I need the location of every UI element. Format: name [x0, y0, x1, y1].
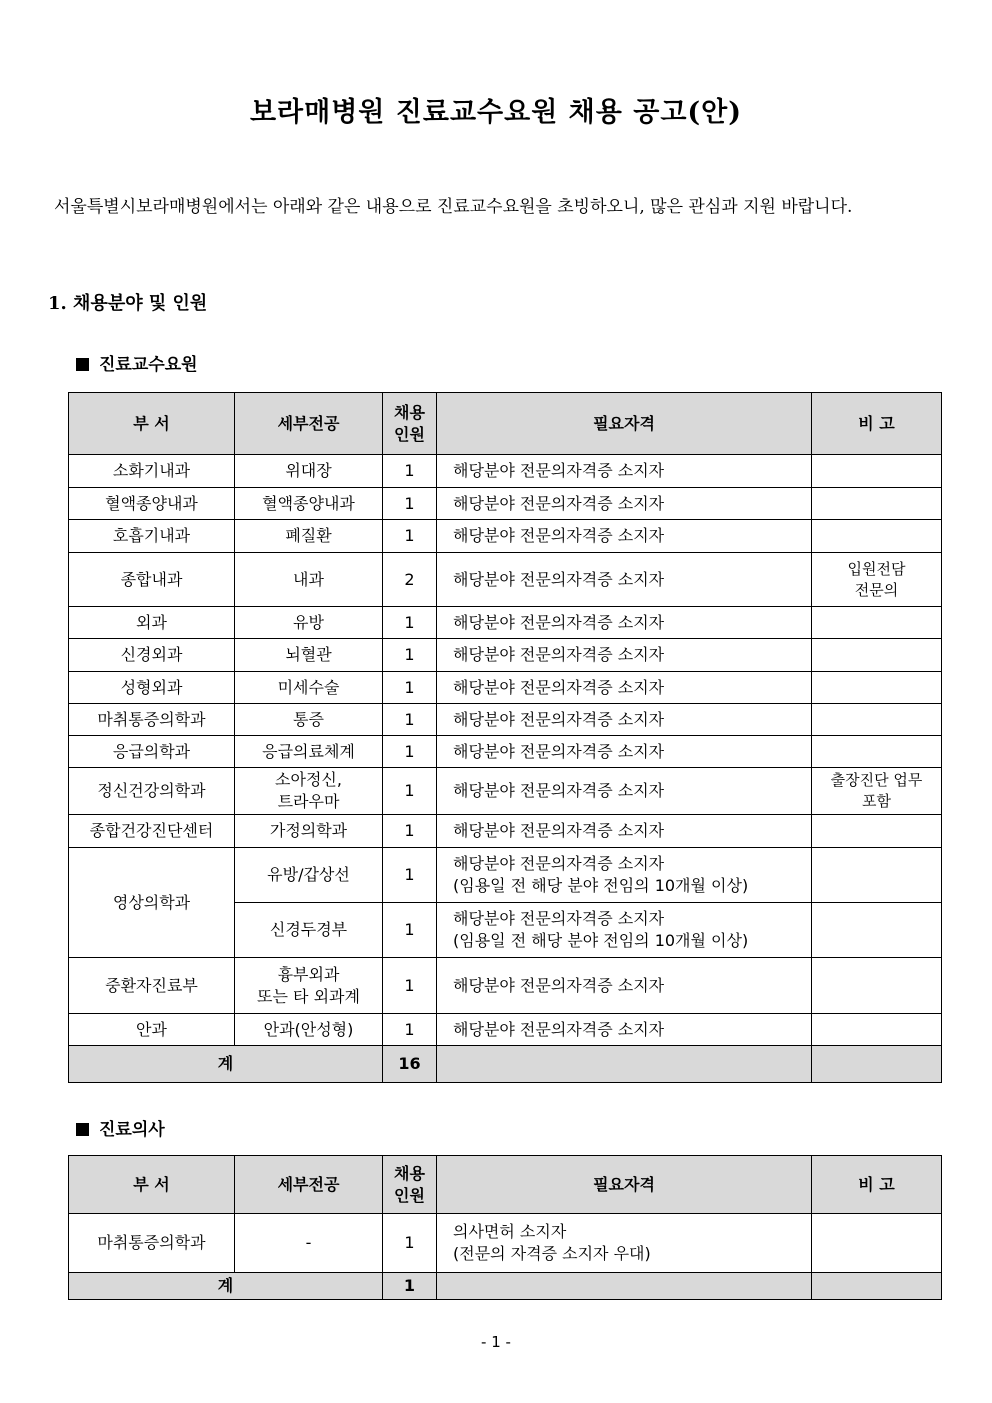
total-count: 1 [383, 1273, 437, 1300]
header-subspecialty: 세부전공 [235, 1156, 383, 1214]
section-heading-recruitment: 1. 채용분야 및 인원 [48, 293, 208, 314]
table-row: 중환자진료부 흉부외과 또는 타 외과계 1 해당분야 전문의자격증 소지자 [69, 958, 942, 1014]
header-count: 채용 인원 [383, 1156, 437, 1214]
table-row: 외과 유방 1 해당분야 전문의자격증 소지자 [69, 607, 942, 639]
clinical-professor-table [68, 392, 942, 1083]
header-count: 채용 인원 [383, 393, 437, 455]
table-header-row [69, 1156, 942, 1214]
table-row: 마취통증의학과 통증 1 해당분야 전문의자격증 소지자 [69, 704, 942, 736]
table-row: 안과 안과(안성형) 1 해당분야 전문의자격증 소지자 [69, 1014, 942, 1046]
table-row: 마취통증의학과 - 1 의사면허 소지자 (전문의 자격증 소지자 우대) [69, 1214, 942, 1273]
table-header-row [69, 393, 942, 455]
table1-heading [76, 350, 198, 375]
table-row: 성형외과 미세수술 1 해당분야 전문의자격증 소지자 [69, 672, 942, 704]
header-note: 비 고 [812, 1156, 942, 1214]
header-qualification: 필요자격 [437, 1156, 812, 1214]
black-square-icon [76, 358, 89, 371]
black-square-icon [76, 1123, 89, 1136]
table-row: 영상의학과 유방/갑상선 1 해당분야 전문의자격증 소지자 (임용일 전 해당 분야 전임의 10개월 이상) [69, 848, 942, 903]
total-label: 계 [69, 1046, 383, 1083]
table-row: 신경외과 뇌혈관 1 해당분야 전문의자격증 소지자 [69, 639, 942, 672]
header-note: 비 고 [812, 393, 942, 455]
table-row: 응급의학과 응급의료체계 1 해당분야 전문의자격증 소지자 [69, 736, 942, 768]
table-row: 소화기내과 위대장 1 해당분야 전문의자격증 소지자 [69, 455, 942, 488]
table2-heading-label: 진료의사 [99, 1120, 165, 1140]
table-row: 신경두경부 1 해당분야 전문의자격증 소지자 (임용일 전 해당 분야 전임의 10개월 이상) [69, 903, 942, 958]
table1-heading-label: 진료교수요원 [99, 355, 198, 375]
clinical-physician-table [68, 1155, 942, 1300]
page-title: 보라매병원 진료교수요원 채용 공고(안) [249, 97, 743, 128]
total-count: 16 [383, 1046, 437, 1083]
table-row: 종합내과 내과 2 해당분야 전문의자격증 소지자 입원전담 전문의 [69, 553, 942, 607]
intro-paragraph: 서울특별시보라매병원에서는 아래와 같은 내용으로 진료교수요원을 초빙하오니, 많은 관심과 지원 바랍니다. [54, 197, 853, 217]
table-row: 혈액종양내과 혈액종양내과 1 해당분야 전문의자격증 소지자 [69, 488, 942, 520]
table-total-row [69, 1273, 942, 1300]
header-dept: 부 서 [69, 393, 235, 455]
header-subspecialty: 세부전공 [235, 393, 383, 455]
page-number: - 1 - [481, 1333, 511, 1351]
table-row: 정신건강의학과 소아정신, 트라우마 1 해당분야 전문의자격증 소지자 출장진단 업무 포함 [69, 768, 942, 815]
table-total-row [69, 1046, 942, 1083]
table2-heading [76, 1115, 165, 1140]
table-row: 호흡기내과 폐질환 1 해당분야 전문의자격증 소지자 [69, 520, 942, 553]
table-row: 종합건강진단센터 가정의학과 1 해당분야 전문의자격증 소지자 [69, 815, 942, 848]
header-qualification: 필요자격 [437, 393, 812, 455]
total-label: 계 [69, 1273, 383, 1300]
header-dept: 부 서 [69, 1156, 235, 1214]
